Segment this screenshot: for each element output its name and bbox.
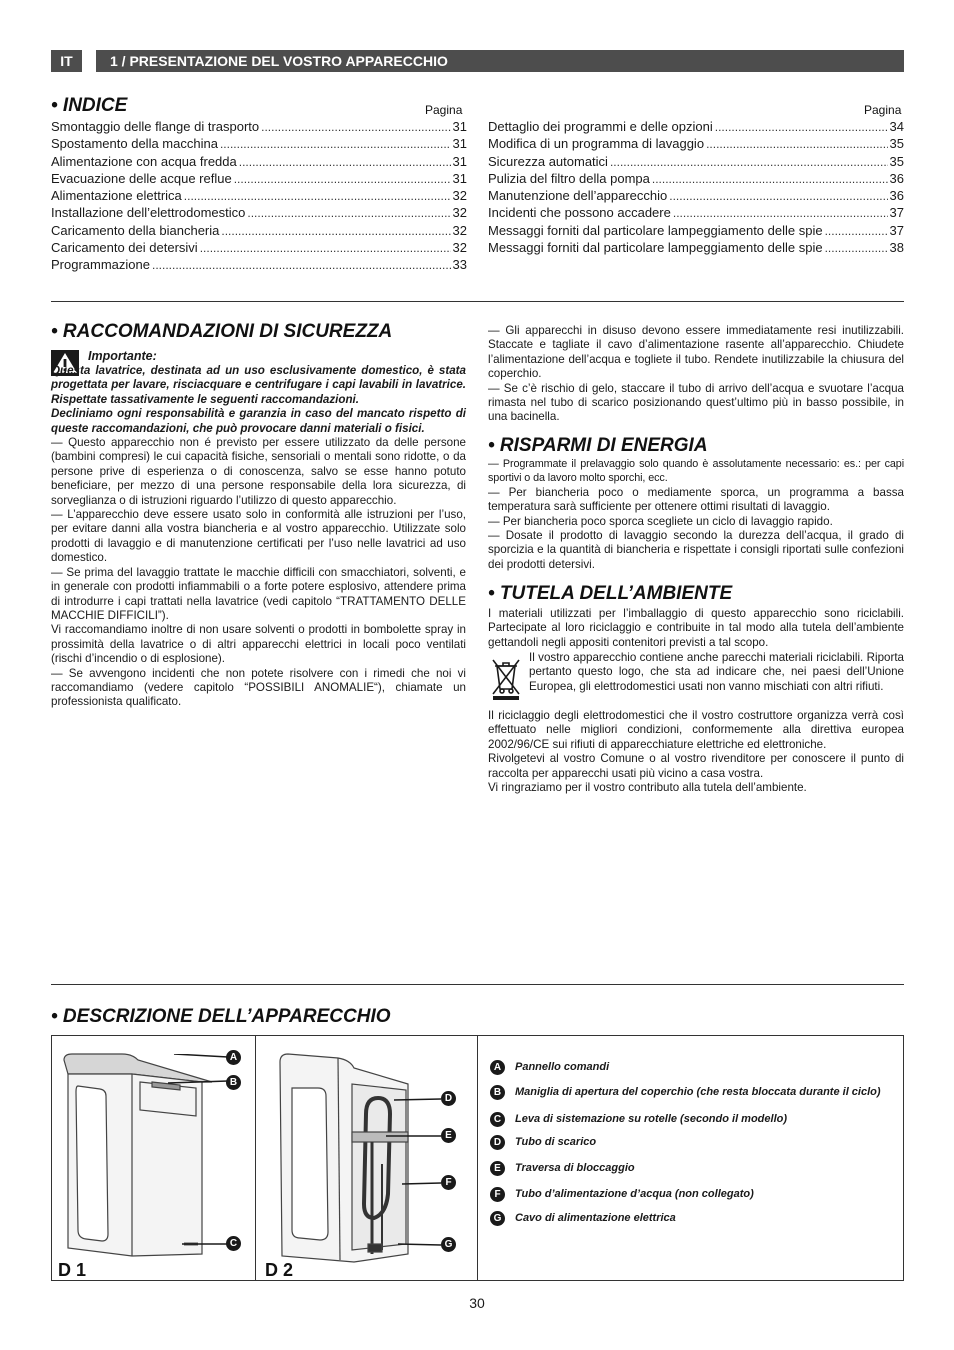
marker-b: B xyxy=(226,1075,241,1090)
marker-e: E xyxy=(441,1128,456,1143)
paragraph: — Se c’è rischio di gelo, staccare il tubo di arrivo dell’acqua e svuotare l’acqua rimasta nel tubo di scarico posizionando quest’ultimo più in basso possibile, in una bacinella. xyxy=(488,381,904,424)
toc-entry[interactable]: Smontaggio delle flange di trasporto ..... 31 xyxy=(51,118,467,135)
marker-f: F xyxy=(441,1175,456,1190)
paragraph: — Dosate il prodotto di lavaggio secondo la durezza dell’acqua, il grado di sporcizia e la quantità di biancheria e rispettate i consigli riportati sulle confezioni dei prodotti detersivi. xyxy=(488,529,904,571)
index-page-label-left: Pagina xyxy=(425,103,463,117)
marker-d: D xyxy=(441,1091,456,1106)
paragraph: — Per biancheria poco sporca scegliete un ciclo di lavaggio rapido. xyxy=(488,514,833,528)
toc-entry[interactable]: Spostamento della macchina ..... 31 xyxy=(51,135,467,152)
paragraph: I materiali utilizzati per l’imballaggio di questo apparecchio sono riciclabili. Partecipate al loro riciclaggio e contribuite in tal modo alla tutela dell’ambiente gettandoli negli appositi contenitori previsti a tal scopo. xyxy=(488,607,904,649)
marker-c: C xyxy=(226,1236,241,1251)
appliance-description-box xyxy=(51,1035,904,1281)
marker-leader-lines-rear xyxy=(382,1096,442,1248)
paragraph: Il riciclaggio degli elettrodomestici che il vostro costruttore organizza verrà così effettuato nelle migliori condizioni, conformemente alla direttiva europea 2002/96/CE sui rifiuti di apparecchiature elettriche ed elettroniche. xyxy=(488,709,904,751)
toc-entry[interactable]: Alimentazione con acqua fredda ..... 31 xyxy=(51,153,467,170)
toc-entry[interactable]: Incidenti che possono accadere ..... 37 xyxy=(488,204,904,221)
energy-heading: • RISPARMI DI ENERGIA xyxy=(488,435,708,456)
toc-entry[interactable]: Caricamento della biancheria ..... 32 xyxy=(51,222,467,239)
environment-text-2 xyxy=(488,709,904,795)
marker-leader-lines xyxy=(112,1054,228,1252)
divider xyxy=(51,301,904,302)
paragraph: Il vostro apparecchio contiene anche parecchi materiali riciclabili. Riporta pertanto questo logo, che sta ad indicare che, nei paesi dell’Unione Europea, gli elettrodomestici usati non vanno mischiati con altri rifiuti. xyxy=(529,651,904,693)
legend-item: A Pannello comandi xyxy=(490,1059,609,1075)
paragraph: Vi raccomandiamo inoltre di non usare solventi o prodotti in bombolette spray in prossimità della lavatrice o di altri apparecchi elettrici in locali poco ventilati (rischi d’incendio o di esplosione). xyxy=(51,623,466,666)
toc-entry[interactable]: Alimentazione elettrica ..... 32 xyxy=(51,187,467,204)
weee-bin-icon xyxy=(489,656,523,700)
marker-g: G xyxy=(441,1237,456,1252)
paragraph: Rivolgetevi al vostro Comune o al vostro rivenditore per conoscere il punto di raccolta per apparecchi usati più vicino a casa vostra. xyxy=(488,752,904,780)
energy-column xyxy=(488,457,904,572)
environment-logo-text xyxy=(529,651,904,694)
toc-entry[interactable]: Evacuazione delle acque reflue ..... 31 xyxy=(51,170,467,187)
paragraph: — Se avvengono incidenti che non potete risolvere con i rimedi che noi vi raccomandiamo (vedere capitolo “POSSIBILI ANOMALIE“), chiamate un professionista qualificato. xyxy=(51,666,466,709)
liability-notice: Decliniamo ogni responsabilità e garanzia in caso del mancato rispetto di queste raccomandazioni, che può provocare danni materiali o fisici. xyxy=(51,407,466,435)
figure-label-d1: D 1 xyxy=(58,1260,87,1280)
page-number: 30 xyxy=(469,1295,485,1311)
paragraph: — Gli apparecchi in disuso devono essere immediatamente resi inutilizzabili. Staccate e tagliate il cavo d’alimentazione rasente all’apparecchio. Chiudete l’alimentazione dell’acqua e togliete il tubo. Rendete inutilizzabile la chiusura del coperchio. xyxy=(488,324,904,381)
safety-notice: Questa lavatrice, destinata ad un uso esclusivamente domestico, è stata progettata per lavare, risciacquare e centrifugare i capi lavabili in lavatrice. Rispettate tassativamente le seguenti raccomandazioni. xyxy=(51,364,466,406)
legend-item: E Traversa di bloccaggio xyxy=(490,1160,635,1176)
toc-entry[interactable]: Sicurezza automatici ..... 35 xyxy=(488,153,904,170)
safety-heading: • RACCOMANDAZIONI DI SICUREZZA xyxy=(51,321,393,342)
index-right-column xyxy=(488,118,904,256)
safety-right-column xyxy=(488,324,904,425)
paragraph: — Per biancheria poco o mediamente sporca, un programma a bassa temperatura sarà sufficiente per ottenere ottimi risultati di lavaggio. xyxy=(488,485,904,514)
legend-item: F Tubo d’alimentazione d’acqua (non collegato) xyxy=(490,1186,754,1202)
description-heading: • DESCRIZIONE DELL’APPARECCHIO xyxy=(51,1006,391,1027)
paragraph: — Programmate il prelavaggio solo quando è assolutamente necessario: es.: per capi sportivi o da lavoro molto sporchi, ecc. xyxy=(488,458,904,485)
section-header: 1 / PRESENTAZIONE DEL VOSTRO APPARECCHIO xyxy=(96,50,904,72)
legend-item: G Cavo di alimentazione elettrica xyxy=(490,1210,676,1226)
toc-entry[interactable]: Dettaglio dei programmi e delle opzioni ..... 34 xyxy=(488,118,904,135)
important-label: Importante: xyxy=(88,349,157,363)
index-left-column xyxy=(51,118,467,274)
legend-item: B Maniglia di apertura del coperchio (che resta bloccata durante il ciclo) xyxy=(490,1084,881,1100)
figure-label-d2: D 2 xyxy=(265,1260,294,1280)
paragraph: — L’apparecchio deve essere usato solo in conformità alle istruzioni per l’uso, per evitare danni alla vostra biancheria e al vostro apparecchio. Utilizzate solo prodotti di lavaggio e di manutenzione certificati per l’uso nelle lavatrici ad uso domestico. xyxy=(51,508,466,565)
paragraph: — Questo apparecchio non é previsto per essere utilizzato da delle persone (bambini compresi) le cui capacità fisiche, sensoriali o mentali sono ridotte, o da persone prive di esperienza o di conoscenza, salvo se esse hanno potuto beneficiare, per mezzo di una persone responsabile della lora sicurezza, di sorveglianza o di istruzioni riguardo l’utilizzo di questo apparecchio. xyxy=(51,436,466,507)
language-badge: IT xyxy=(51,50,82,72)
toc-entry[interactable]: Modifica di un programma di lavaggio ..... 35 xyxy=(488,135,904,152)
environment-heading: • TUTELA DELL’AMBIENTE xyxy=(488,583,733,604)
safety-left-column xyxy=(51,364,466,710)
toc-entry[interactable]: Installazione dell’elettrodomestico ..... 32 xyxy=(51,204,467,221)
index-heading: • INDICE xyxy=(51,95,128,116)
toc-entry[interactable]: Manutenzione dell’apparecchio ..... 36 xyxy=(488,187,904,204)
environment-text xyxy=(488,607,904,650)
marker-a: A xyxy=(226,1050,241,1065)
divider xyxy=(477,1036,478,1280)
paragraph: Vi ringraziamo per il vostro contributo alla tutela dell’ambiente. xyxy=(488,781,807,795)
divider xyxy=(51,984,904,985)
paragraph: — Se prima del lavaggio trattate le macchie difficili con smacchiatori, solventi, e in generale con prodotti infiammabili o a forte potere esplosivo, attendere prima di introdurre i capi trattati nella lavatrice (vedi capitolo “TRATTAMENTO DELLE MACCHIE DIFFICILI”). xyxy=(51,565,466,622)
toc-entry[interactable]: Messaggi forniti dal particolare lampeggiamento delle spie ..... 37 xyxy=(488,222,904,239)
legend-item: C Leva di sistemazione su rotelle (secondo il modello) xyxy=(490,1111,787,1127)
divider xyxy=(255,1036,256,1280)
toc-entry[interactable]: Pulizia del filtro della pompa ..... 36 xyxy=(488,170,904,187)
index-page-label-right: Pagina xyxy=(864,103,902,117)
toc-entry[interactable]: Programmazione ..... 33 xyxy=(51,256,467,273)
legend-item: D Tubo di scarico xyxy=(490,1134,596,1150)
toc-entry[interactable]: Messaggi forniti dal particolare lampeggiamento delle spie ..... 38 xyxy=(488,239,904,256)
toc-entry[interactable]: Caricamento dei detersivi ..... 32 xyxy=(51,239,467,256)
